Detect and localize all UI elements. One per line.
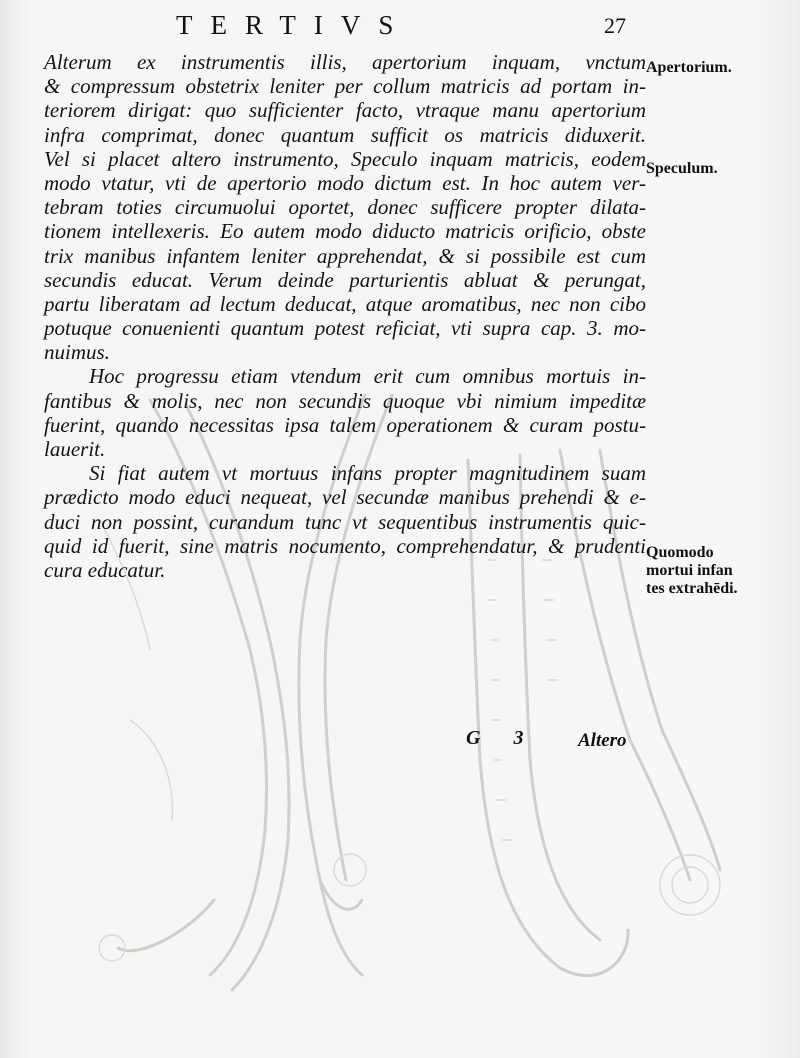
margin-note-apertorium: Apertorium. xyxy=(646,59,732,76)
body-text xyxy=(44,50,646,582)
margin-note-line: tes extrahēdi. xyxy=(646,580,738,597)
text-line: infra comprimat, donec quantum sufficit os matricis diduxerit. xyxy=(44,122,646,147)
margin-note-speculum: Speculum. xyxy=(646,160,718,177)
paragraph-start-line: Hoc progressu etiam vtendum erit cum omnibus mortuis in- xyxy=(89,364,646,389)
margin-note-line: Quomodo xyxy=(646,544,714,561)
running-head-title: TERTIVS xyxy=(176,10,412,40)
text-line: partu liberatam ad lectum deducat, atque aromatibus, nec non cibo xyxy=(44,291,646,316)
text-line: & compressum obstetrix leniter per collum matricis ad portam in- xyxy=(44,74,646,99)
text-line: tebram toties circumuolui oportet, donec sufficere propter dilata- xyxy=(44,195,646,220)
text-line: cura educatur. xyxy=(44,557,166,582)
text-line: modo vtatur, vti de apertorio modo dictum est. In hoc autem ver- xyxy=(44,170,646,195)
margin-note-quomodo xyxy=(646,544,796,598)
text-line: quid id fuerit, sine matris nocumento, comprehendatur, & prudenti xyxy=(44,533,646,558)
text-line: fuerint, quando necessitas ipsa talem operationem & curam postu- xyxy=(44,412,646,437)
text-line: duci non possint, curandum tunc vt sequentibus instrumentis quic- xyxy=(44,509,646,534)
paragraph-start-line: Si fiat autem vt mortuus infans propter magnitudinem suam xyxy=(89,461,646,486)
text-line: fantibus & molis, nec non secundis quoque vbi nimium impeditæ xyxy=(44,388,646,413)
page-number: 27 xyxy=(604,13,626,38)
text-line: tionem intellexeris. Eo autem modo diducto matricis orificio, obste xyxy=(44,219,646,244)
text-line: Vel si placet altero instrumento, Speculo inquam matricis, eodem xyxy=(44,146,646,171)
text-line: lauerit. xyxy=(44,437,106,461)
text-line: secundis educat. Verum deinde parturientis abluat & perungat, xyxy=(44,267,646,292)
text-line: potuque conuenienti quantum potest reficiat, vti supra cap. 3. mo- xyxy=(44,316,646,341)
margin-note-line: mortui infan xyxy=(646,562,733,579)
catchword: Altero xyxy=(578,730,627,751)
text-line: teriorem dirigat: quo sufficienter facto, vtraque manu apertorium xyxy=(44,98,646,123)
text-line: nuimus. xyxy=(44,340,110,365)
text-line: Alterum ex instrumentis illis, apertorium inquam, vnctum xyxy=(44,50,646,74)
signature-mark: G 3 xyxy=(466,727,538,749)
text-line: trix manibus infantem leniter apprehendat, & si possibile est cum xyxy=(44,243,646,268)
text-line: prædicto modo educi nequeat, vel secundæ manibus prehendi & e- xyxy=(44,485,646,510)
running-head xyxy=(0,10,800,44)
